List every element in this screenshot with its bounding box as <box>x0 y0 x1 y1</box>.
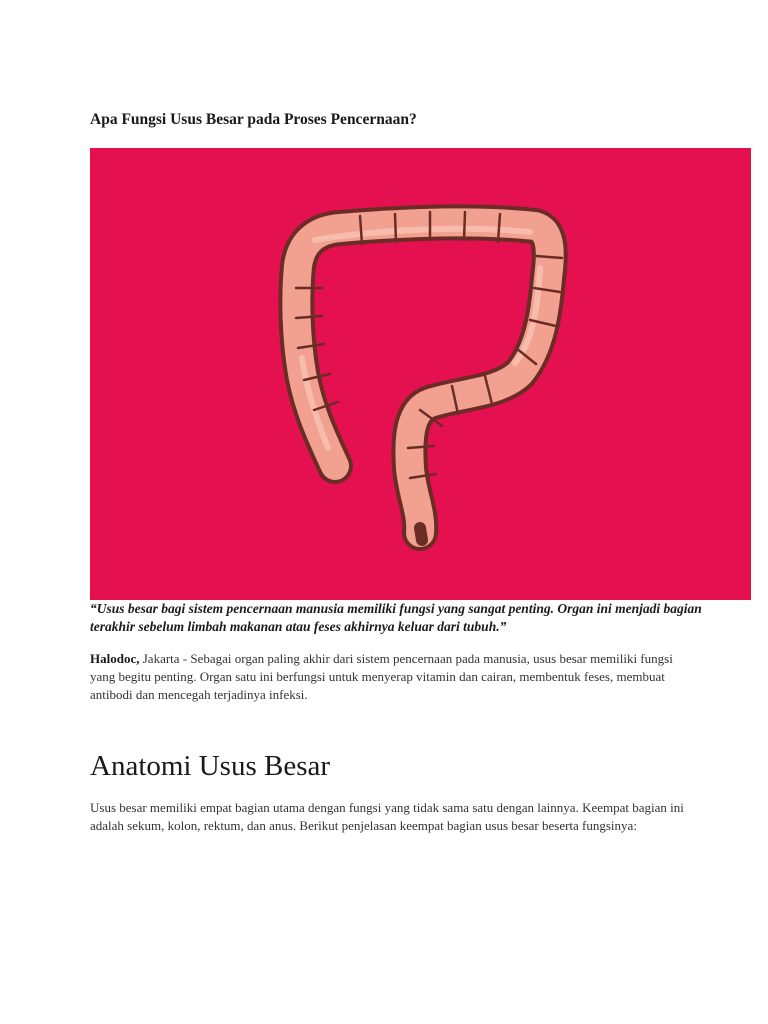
intro-source: Halodoc, <box>90 651 140 666</box>
section-paragraph: Usus besar memiliki empat bagian utama dengan fungsi yang tidak sama satu dengan lainnya. Keempat bagian ini adalah sekum, kolon, rektum, dan anus. Berikut penjelasan keempat bagian usus besar beserta fungsinya: <box>90 800 684 833</box>
article-quote: “Usus besar bagi sistem pencernaan manusia memiliki fungsi yang sangat penting. Organ ini menjadi bagian terakhir sebelum limbah makanan atau feses akhirnya keluar dari tubuh.” <box>90 601 702 634</box>
intro-text: Jakarta - Sebagai organ paling akhir dari sistem pencernaan pada manusia, usus besar memiliki fungsi yang begitu penting. Organ satu ini berfungsi untuk menyerap vitamin dan cairan, membentuk feses, membuat antibodi dan mencegah terjadinya infeksi. <box>90 651 673 702</box>
section-heading: Anatomi Usus Besar <box>90 750 331 782</box>
article-title: Apa Fungsi Usus Besar pada Proses Pencernaan? <box>90 111 417 128</box>
large-intestine-icon <box>90 148 751 600</box>
hero-image <box>90 148 751 600</box>
intro-paragraph <box>90 650 690 704</box>
